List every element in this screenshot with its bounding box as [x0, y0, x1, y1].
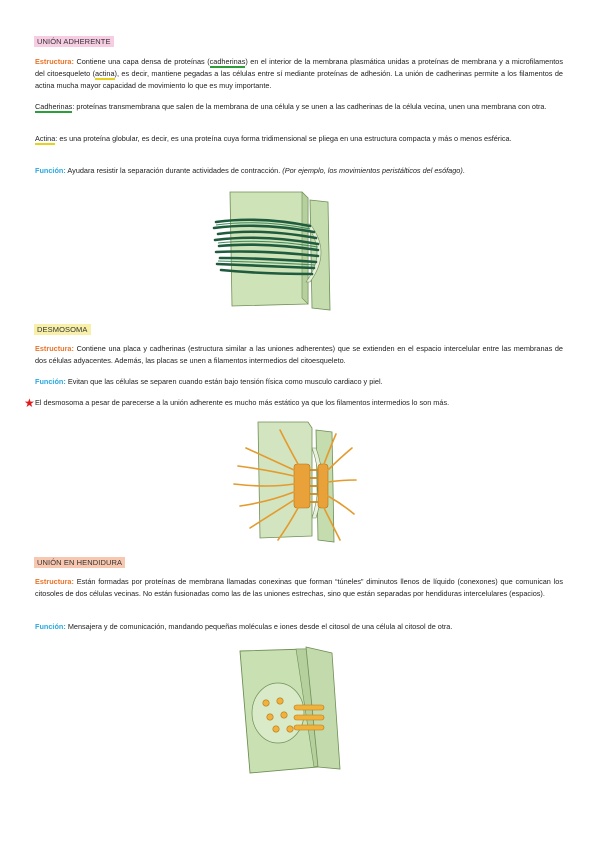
paragraph-function-desmosoma: Función: Evitan que las células se separen cuando están bajo tensión física como musculo cardiaco y piel.: [35, 377, 383, 386]
paragraph-function-hendidura: Función: Mensajera y de comunicación, mandando pequeñas moléculas e iones desde el citosol de una célula al citosol de otra.: [35, 622, 453, 631]
section-title-union-en-hendidura: UNIÓN EN HENDIDURA: [34, 557, 125, 568]
definition-term: Actina: [35, 134, 56, 143]
note-desmosoma: El desmosoma a pesar de parecerse a la unión adherente es mucho más estático ya que los filamentos intermedios lo son más.: [35, 398, 450, 407]
section-title-union-adherente: UNIÓN ADHERENTE: [34, 36, 114, 47]
section-title-desmosoma: DESMOSOMA: [34, 324, 91, 335]
function-label: Función:: [35, 622, 66, 631]
term-actina: actina: [95, 69, 115, 78]
paragraph-function-adherente: Función: Ayudara resistir la separación durante actividades de contracción. (Por ejemplo, los movimientos peristálticos del esófago).: [35, 166, 465, 175]
structure-label: Estructura:: [35, 57, 74, 66]
function-label: Función:: [35, 377, 66, 386]
function-label: Función:: [35, 166, 66, 175]
paragraph-structure-adherente: Estructura: Contiene una capa densa de proteínas (cadherinas) en el interior de la membrana plasmática unidas a proteínas de membrana y a microfilamentos del citoesqueleto (actina), es decir, mantiene pegadas a las células entre sí mediante proteínas de adhesión. La unión de cadherinas permite a los filamentos de actina mucha mayor capacidad de movimiento lo que es muy importante.: [35, 57, 563, 90]
structure-label: Estructura:: [35, 577, 74, 586]
adherens-junction-illustration: [210, 186, 340, 314]
term-cadherinas: cadherinas: [209, 57, 246, 66]
definition-actina: Actina: es una proteína globular, es decir, es una proteína cuya forma tridimensional se pliega en una estructura compacta y más o menos esférica.: [35, 134, 512, 143]
structure-label: Estructura:: [35, 344, 74, 353]
paragraph-structure-desmosoma: Estructura: Contiene una placa y cadherinas (estructura similar a las uniones adherentes) que se extienden en el espacio intercelular entre las membranas de dos células adyacentes. Además, las placas se unen a filamentos intermedios del citoesqueleto.: [35, 344, 563, 365]
definition-cadherinas: Cadherinas: proteínas transmembrana que salen de la membrana de una célula y se unen a las cadherinas de la célula vecina, unen una membrana con otra.: [35, 102, 547, 111]
desmosome-illustration: [228, 418, 358, 544]
definition-term: Cadherinas: [35, 102, 73, 111]
star-icon: ★: [24, 396, 35, 410]
gap-junction-illustration: [236, 645, 356, 777]
paragraph-structure-hendidura: Estructura: Están formadas por proteínas de membrana llamadas conexinas que forman “túneles” diminutos llenos de líquido (conexones) que comunican los citosoles de dos células vecinas. No están fusionadas como las de las uniones estrechas, sino que están separadas por hendiduras intercelulares (espacios).: [35, 577, 563, 598]
